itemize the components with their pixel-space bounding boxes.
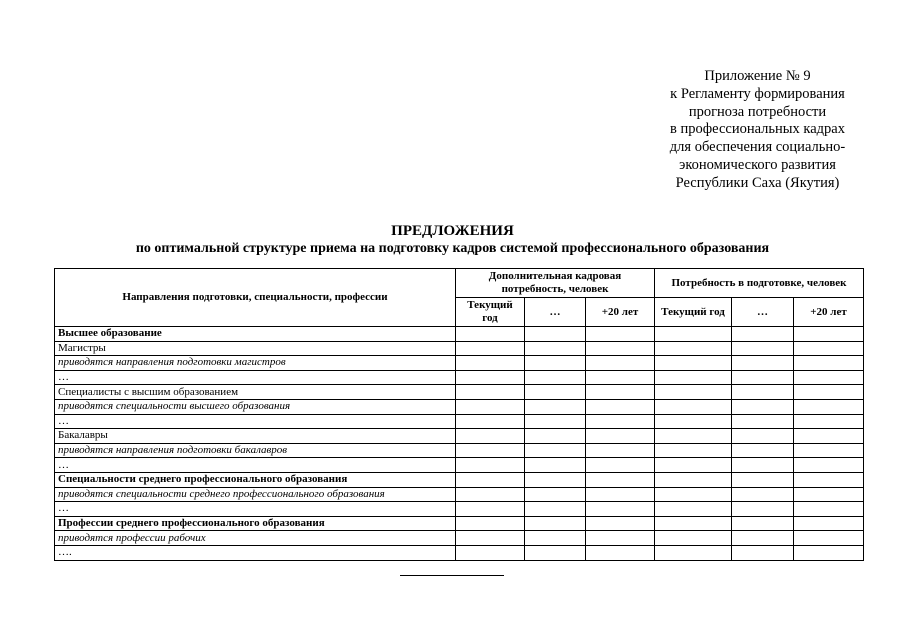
value-cell[interactable]	[732, 370, 794, 385]
value-cell[interactable]	[655, 458, 732, 473]
value-cell[interactable]	[525, 341, 586, 356]
value-cell[interactable]	[586, 385, 655, 400]
table-body	[55, 327, 864, 561]
value-cell[interactable]	[794, 502, 864, 517]
value-cell[interactable]	[456, 472, 525, 487]
column-header-directions: Направления подготовки, специальности, профессии	[55, 269, 456, 327]
row-label: Высшее образование	[55, 327, 456, 342]
value-cell[interactable]	[794, 399, 864, 414]
value-cell[interactable]	[794, 370, 864, 385]
value-cell[interactable]	[525, 385, 586, 400]
value-cell[interactable]	[655, 472, 732, 487]
value-cell[interactable]	[525, 472, 586, 487]
value-cell[interactable]	[586, 356, 655, 371]
table-row	[55, 516, 864, 531]
row-label: приводятся специальности высшего образования	[55, 399, 456, 414]
document-title: ПРЕДЛОЖЕНИЯ	[391, 223, 514, 239]
value-cell[interactable]	[525, 370, 586, 385]
value-cell[interactable]	[586, 370, 655, 385]
appendix-line: Приложение № 9	[704, 68, 811, 84]
value-cell[interactable]	[525, 327, 586, 342]
table-row	[55, 545, 864, 560]
row-label: Бакалавры	[55, 429, 456, 444]
value-cell[interactable]	[456, 502, 525, 517]
table-row	[55, 327, 864, 342]
row-label: Специальности среднего профессионального образования	[55, 472, 456, 487]
value-cell[interactable]	[732, 458, 794, 473]
value-cell[interactable]	[586, 341, 655, 356]
subheader-ellipsis: …	[732, 298, 794, 327]
value-cell[interactable]	[525, 443, 586, 458]
table-row	[55, 429, 864, 444]
value-cell[interactable]	[655, 443, 732, 458]
value-cell[interactable]	[794, 341, 864, 356]
value-cell[interactable]	[655, 487, 732, 502]
appendix-line: в профессиональных кадрах	[670, 121, 845, 138]
value-cell[interactable]	[732, 429, 794, 444]
row-label: Специалисты с высшим образованием	[55, 385, 456, 400]
value-cell[interactable]	[794, 458, 864, 473]
value-cell[interactable]	[655, 341, 732, 356]
table-row	[55, 414, 864, 429]
table-row	[55, 356, 864, 371]
value-cell[interactable]	[456, 516, 525, 531]
value-cell[interactable]	[525, 458, 586, 473]
row-label: …	[55, 502, 456, 517]
appendix-note	[600, 68, 905, 193]
subheader-plus-20-years: +20 лет	[586, 298, 655, 327]
value-cell[interactable]	[586, 443, 655, 458]
value-cell[interactable]	[794, 472, 864, 487]
value-cell[interactable]	[586, 399, 655, 414]
value-cell[interactable]	[655, 385, 732, 400]
value-cell[interactable]	[655, 531, 732, 546]
value-cell[interactable]	[732, 356, 794, 371]
value-cell[interactable]	[794, 516, 864, 531]
value-cell[interactable]	[525, 487, 586, 502]
row-label: приводятся специальности среднего профессионального образования	[55, 487, 456, 502]
table-row	[55, 443, 864, 458]
value-cell[interactable]	[586, 502, 655, 517]
value-cell[interactable]	[794, 487, 864, 502]
value-cell[interactable]	[525, 502, 586, 517]
value-cell[interactable]	[586, 327, 655, 342]
value-cell[interactable]	[794, 414, 864, 429]
value-cell[interactable]	[732, 443, 794, 458]
value-cell[interactable]	[586, 487, 655, 502]
value-cell[interactable]	[732, 531, 794, 546]
value-cell[interactable]	[732, 545, 794, 560]
value-cell[interactable]	[525, 399, 586, 414]
value-cell[interactable]	[586, 531, 655, 546]
group-header-training-need: Потребность в подготовке, человек	[655, 269, 864, 298]
value-cell[interactable]	[732, 385, 794, 400]
value-cell[interactable]	[794, 356, 864, 371]
subheader-current-year: Текущий год	[456, 298, 525, 327]
table-row	[55, 502, 864, 517]
value-cell[interactable]	[456, 370, 525, 385]
value-cell[interactable]	[586, 472, 655, 487]
value-cell[interactable]	[525, 429, 586, 444]
table-row	[55, 531, 864, 546]
subheader-ellipsis: …	[525, 298, 586, 327]
value-cell[interactable]	[586, 414, 655, 429]
row-label: …	[55, 458, 456, 473]
value-cell[interactable]	[794, 429, 864, 444]
appendix-line: экономического развития	[679, 156, 836, 173]
table-row	[55, 341, 864, 356]
row-label: приводятся направления подготовки бакалавров	[55, 443, 456, 458]
value-cell[interactable]	[732, 327, 794, 342]
value-cell[interactable]	[525, 356, 586, 371]
value-cell[interactable]	[525, 545, 586, 560]
table-row	[55, 472, 864, 487]
document-subtitle: по оптимальной структуре приема на подготовку кадров системой профессионального образования	[135, 241, 770, 256]
value-cell[interactable]	[525, 531, 586, 546]
appendix-line: прогноза потребности	[688, 103, 827, 120]
table-row	[55, 487, 864, 502]
appendix-line: к Регламенту формирования	[670, 85, 845, 102]
value-cell[interactable]	[655, 516, 732, 531]
value-cell[interactable]	[655, 414, 732, 429]
value-cell[interactable]	[456, 414, 525, 429]
group-header-additional-need: Дополнительная кадровая потребность, человек	[456, 269, 655, 298]
table-row	[55, 370, 864, 385]
value-cell[interactable]	[456, 399, 525, 414]
value-cell[interactable]	[655, 502, 732, 517]
value-cell[interactable]	[655, 327, 732, 342]
table-row	[55, 385, 864, 400]
value-cell[interactable]	[456, 385, 525, 400]
value-cell[interactable]	[732, 399, 794, 414]
value-cell[interactable]	[655, 545, 732, 560]
footer-divider	[400, 575, 504, 576]
value-cell[interactable]	[655, 429, 732, 444]
row-label: приводятся профессии рабочих	[55, 531, 456, 546]
value-cell[interactable]	[655, 370, 732, 385]
value-cell[interactable]	[794, 531, 864, 546]
row-label: Профессии среднего профессионального образования	[55, 516, 456, 531]
value-cell[interactable]	[525, 414, 586, 429]
value-cell[interactable]	[456, 429, 525, 444]
value-cell[interactable]	[456, 356, 525, 371]
value-cell[interactable]	[586, 458, 655, 473]
row-label: ….	[55, 545, 456, 560]
value-cell[interactable]	[732, 516, 794, 531]
appendix-line: для обеспечения социально-	[669, 139, 846, 156]
row-label: …	[55, 370, 456, 385]
value-cell[interactable]	[794, 443, 864, 458]
value-cell[interactable]	[456, 545, 525, 560]
value-cell[interactable]	[655, 399, 732, 414]
value-cell[interactable]	[655, 356, 732, 371]
appendix-line: Республики Саха (Якутия)	[675, 174, 840, 191]
value-cell[interactable]	[732, 487, 794, 502]
value-cell[interactable]	[456, 531, 525, 546]
row-label: приводятся направления подготовки магистров	[55, 356, 456, 371]
value-cell[interactable]	[732, 502, 794, 517]
value-cell[interactable]	[456, 443, 525, 458]
value-cell[interactable]	[456, 458, 525, 473]
value-cell[interactable]	[586, 516, 655, 531]
value-cell[interactable]	[456, 327, 525, 342]
value-cell[interactable]	[794, 545, 864, 560]
proposals-table	[54, 268, 864, 561]
value-cell[interactable]	[456, 341, 525, 356]
value-cell[interactable]	[794, 327, 864, 342]
value-cell[interactable]	[732, 341, 794, 356]
value-cell[interactable]	[732, 414, 794, 429]
row-label: …	[55, 414, 456, 429]
subheader-current-year: Текущий год	[655, 298, 732, 327]
value-cell[interactable]	[525, 516, 586, 531]
value-cell[interactable]	[586, 545, 655, 560]
subheader-plus-20-years: +20 лет	[794, 298, 864, 327]
row-label: Магистры	[55, 341, 456, 356]
table-row	[55, 458, 864, 473]
table-row	[55, 399, 864, 414]
value-cell[interactable]	[794, 385, 864, 400]
value-cell[interactable]	[732, 472, 794, 487]
value-cell[interactable]	[586, 429, 655, 444]
value-cell[interactable]	[456, 487, 525, 502]
